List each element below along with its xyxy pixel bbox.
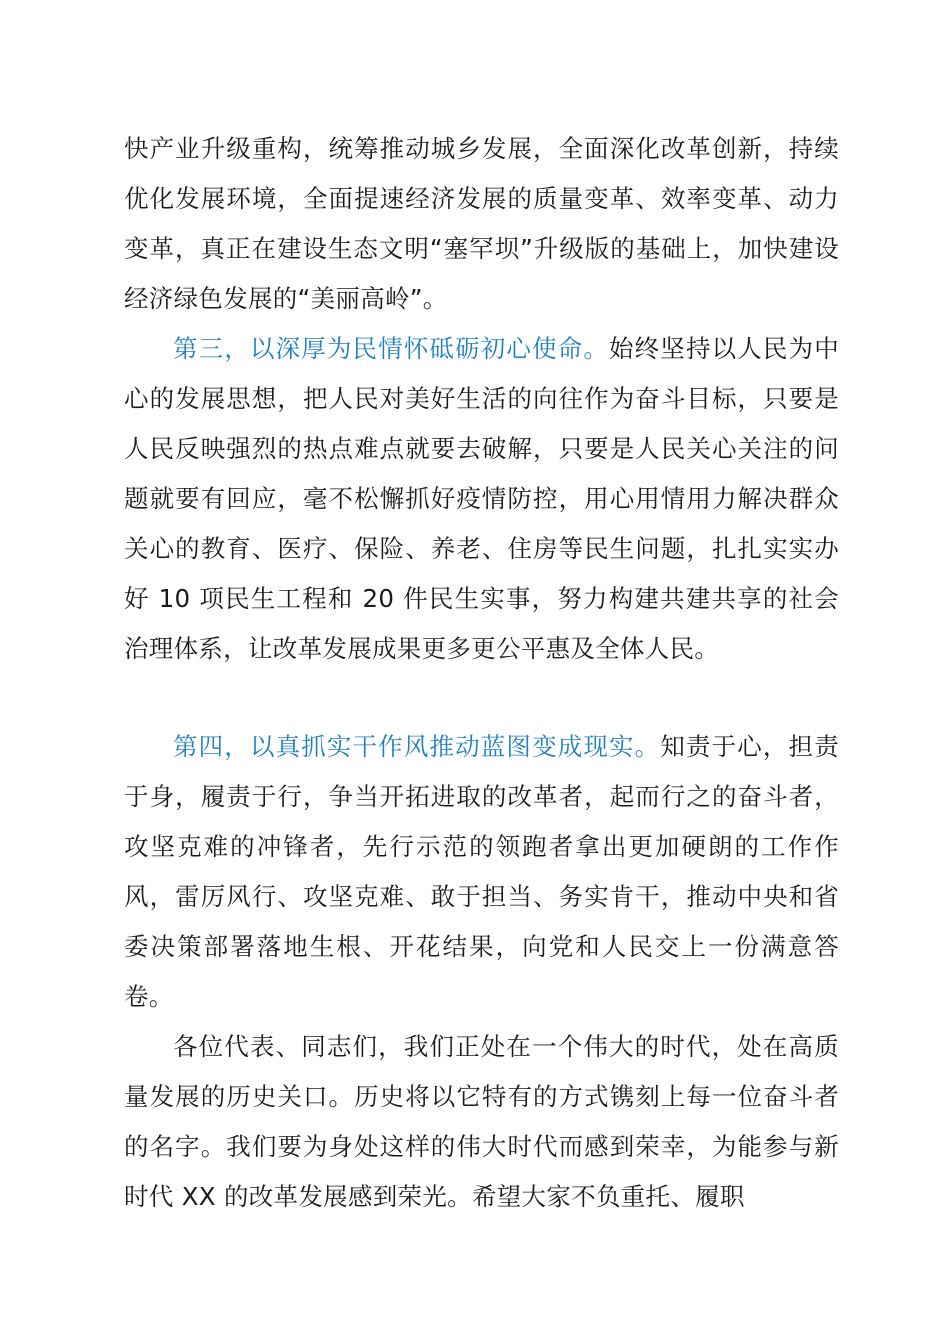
paragraph-heading: 第四，以真抓实干作风推动蓝图变成现实。 — [173, 732, 661, 761]
paragraph-heading: 第三，以深厚为民情怀砥砺初心使命。 — [173, 334, 610, 363]
paragraph-body: 快产业升级重构，统筹推动城乡发展，全面深化改革创新，持续优化发展环境，全面提速经济发展的质量变革、效率变革、动力变革，真正在建设生态文明“塞罕坝”升级版的基础上，加快建设经济绿色发展的“美丽高岭”。 — [124, 134, 839, 313]
paragraph-fourth-point — [124, 722, 839, 1022]
paragraph-third-point — [124, 324, 839, 674]
paragraph-body: 始终坚持以人民为中心的发展思想，把人民对美好生活的向往作为奋斗目标，只要是人民反映强烈的热点难点就要去破解，只要是人民关心关注的问题就要有回应，毫不松懈抓好疫情防控，用心用情用力解决群众关心的教育、医疗、保险、养老、住房等民生问题，扎扎实实办好 10 项民生工程和 20 件民生实事，努力构建共建共享的社会治理体系，让改革发展成果更多更公平惠及全体人民。 — [124, 334, 839, 663]
paragraph-closing — [124, 1022, 839, 1222]
paragraph-continuation — [124, 124, 839, 324]
paragraph-body: 各位代表、同志们，我们正处在一个伟大的时代，处在高质量发展的历史关口。历史将以它特有的方式镌刻上每一位奋斗者的名字。我们要为身处这样的伟大时代而感到荣幸，为能参与新时代 XX 的改革发展感到荣光。希望大家不负重托、履职 — [124, 1032, 839, 1211]
paragraph-body: 知责于心，担责于身，履责于行，争当开拓进取的改革者，起而行之的奋斗者，攻坚克难的冲锋者，先行示范的领跑者拿出更加硬朗的工作作风，雷厉风行、攻坚克难、敢于担当、务实肯干，推动中央和省委决策部署落地生根、开花结果，向党和人民交上一份满意答卷。 — [124, 732, 839, 1011]
